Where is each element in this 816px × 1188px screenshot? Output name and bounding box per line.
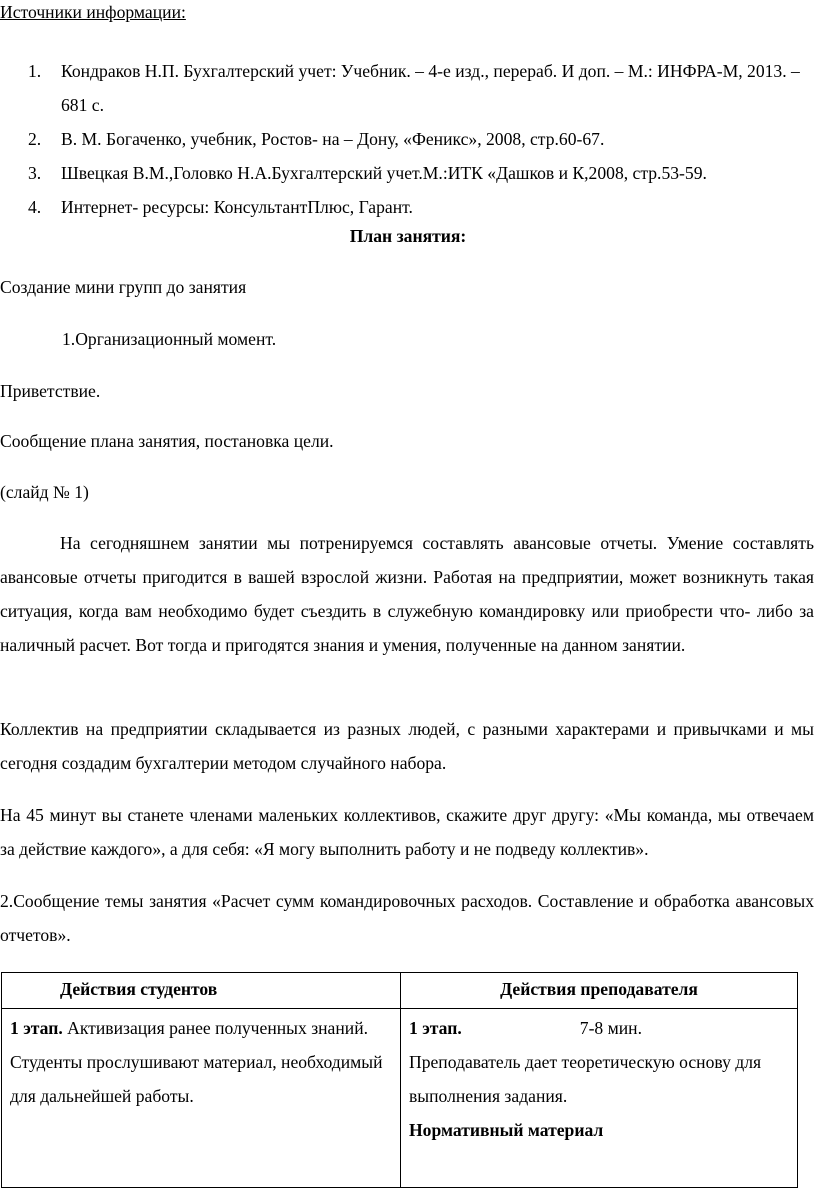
sources-heading: Источники информации: <box>0 2 186 22</box>
source-item-2 <box>0 122 814 156</box>
source-text: Кондраков Н.П. Бухгалтерский учет: Учебник. – 4-е изд., перераб. И доп. – М.: ИНФРА-М, 2013. – 681 с. <box>61 61 800 115</box>
stage-description: Активизация ранее полученных знаний. <box>62 1018 369 1039</box>
students-task: Студенты прослушивают материал, необходимый для дальнейшей работы. <box>10 1052 383 1107</box>
col-header-students: Действия студентов <box>2 973 401 1009</box>
source-number: 1. <box>28 61 42 81</box>
paragraph-collective: Коллектив на предприятии складывается из разных людей, с разными характерами и привычками и мы сегодня создадим бухгалтерии методом случайного набора. <box>0 719 814 773</box>
cell-students-stage1 <box>2 1009 401 1188</box>
col-header-teacher: Действия преподавателя <box>401 973 798 1009</box>
normative-material-label: Нормативный материал <box>409 1120 604 1141</box>
stage-label: 1 этап. <box>409 1018 462 1039</box>
source-number: 2. <box>28 129 42 149</box>
source-text: Интернет- ресурсы: КонсультантПлюс, Гарант. <box>61 197 413 217</box>
source-number: 3. <box>28 163 42 183</box>
teacher-task: Преподаватель дает теоретическую основу для выполнения задания. <box>409 1052 762 1107</box>
source-item-1 <box>0 54 814 122</box>
greeting-line: Приветствие. <box>0 381 101 401</box>
plan-heading: План занятия: <box>349 226 467 246</box>
source-number: 4. <box>28 197 42 217</box>
org-moment-line: 1.Организационный момент. <box>62 329 277 349</box>
source-text: В. М. Богаченко, учебник, Ростов- на – Дону, «Феникс», 2008, стр.60-67. <box>61 129 605 149</box>
table-header-row <box>2 973 798 1009</box>
paragraph-topic: 2.Сообщение темы занятия «Расчет сумм командировочных расходов. Составление и обработка авансовых отчетов». <box>0 891 814 945</box>
stage-label: 1 этап. <box>10 1018 63 1039</box>
plan-message-line: Сообщение плана занятия, постановка цели. <box>0 431 334 451</box>
sources-list <box>0 54 814 224</box>
stage-duration: 7-8 мин. <box>579 1018 642 1039</box>
paragraph-teams: На 45 минут вы станете членами маленьких коллективов, скажите друг другу: «Мы команда, мы отвечаем за действие каждого», а для себя: «Я могу выполнить работу и не подведу коллектив». <box>0 805 814 859</box>
source-item-4 <box>0 190 814 224</box>
actions-table <box>1 972 798 1188</box>
source-text: Швецкая В.М.,Головко Н.А.Бухгалтерский учет.М.:ИТК «Дашков и К,2008, стр.53-59. <box>61 163 707 183</box>
cell-teacher-stage1 <box>401 1009 798 1188</box>
source-item-3 <box>0 156 814 190</box>
slide-line: (слайд № 1) <box>0 482 89 502</box>
table-row <box>2 1009 798 1188</box>
mini-groups-line: Создание мини групп до занятия <box>0 277 247 297</box>
paragraph-intro: На сегодняшнем занятии мы потренируемся составлять авансовые отчеты. Умение составлять авансовые отчеты пригодится в вашей взрослой жизни. Работая на предприятии, может возникнуть такая ситуация, когда вам необходимо будет съездить в служебную командировку или приобрести что- либо за наличный расчет. Вот тогда и пригодятся знания и умения, полученные на данном занятии. <box>0 533 814 655</box>
